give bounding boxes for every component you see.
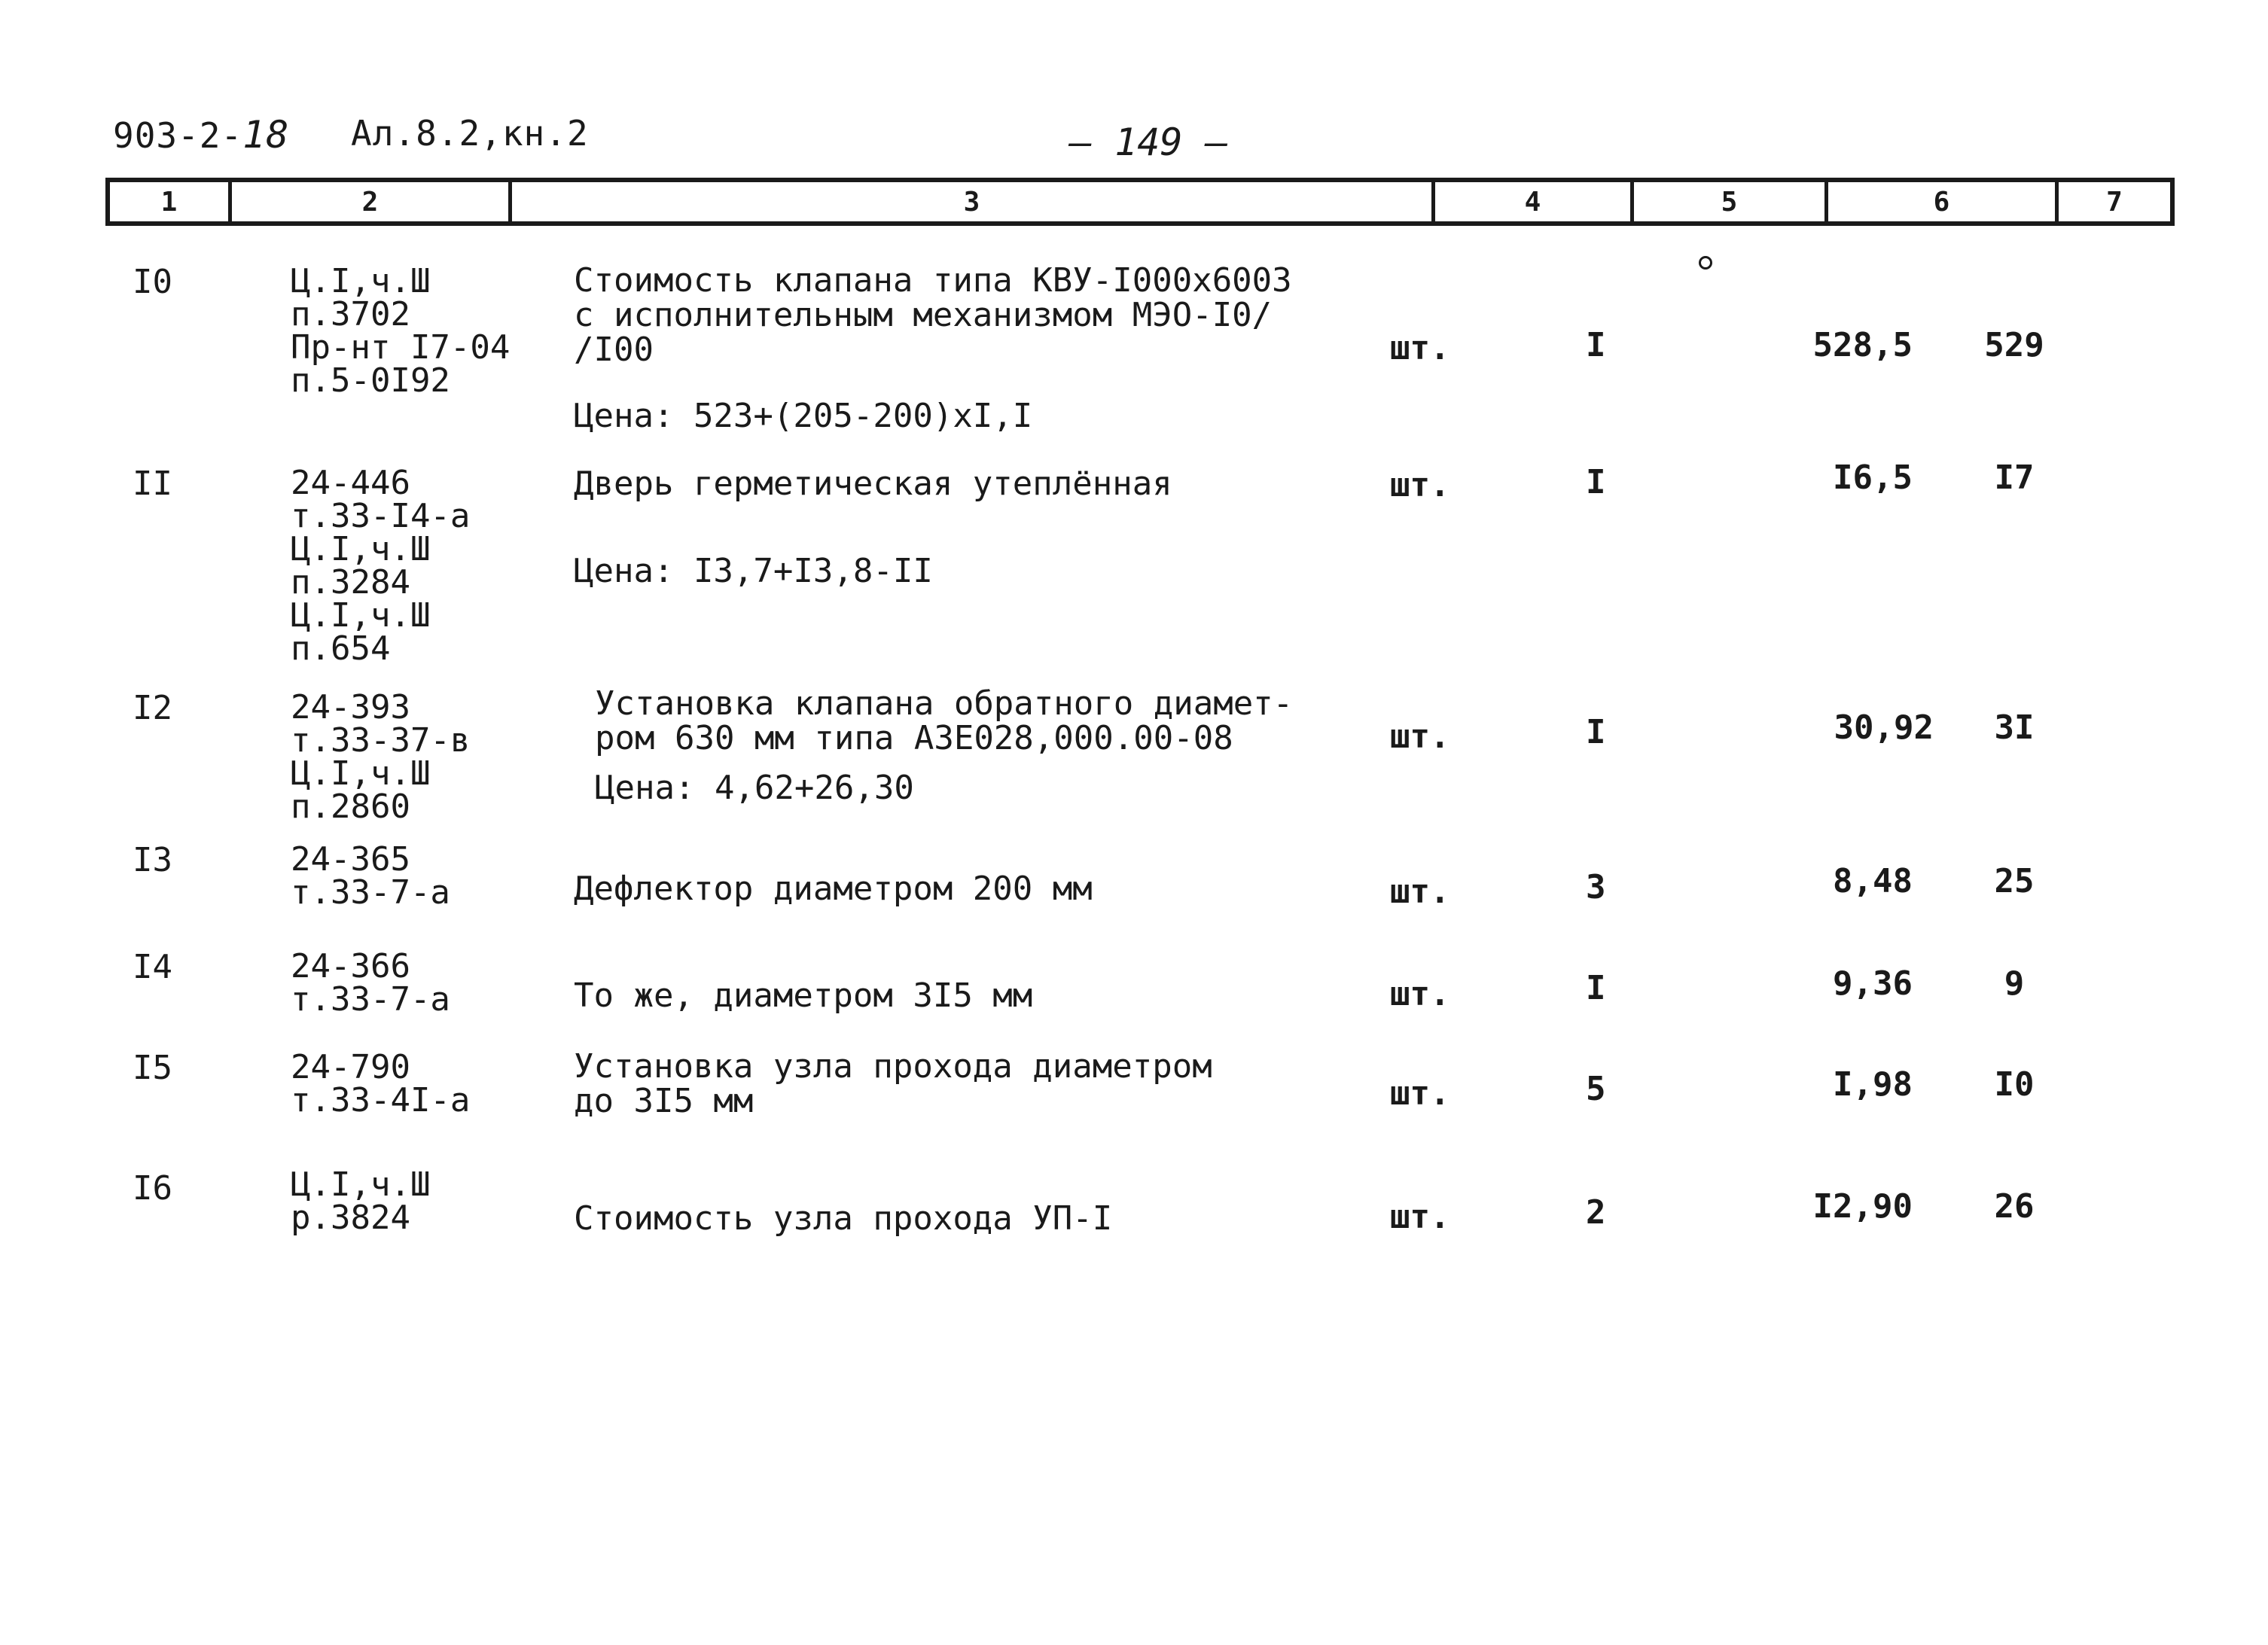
row-quantity: I [1586, 969, 1606, 1007]
col-header-2: 2 [232, 182, 512, 221]
row-number: I4 [133, 948, 172, 986]
row-unit: шт. [1390, 717, 1450, 756]
row-description: Установка узла прохода диаметром до 3I5 мм [574, 1047, 1212, 1120]
row-unit: шт. [1390, 975, 1450, 1013]
row-references: 24-366 т.33-7-а [291, 947, 450, 1019]
row-description: Стоимость клапана типа КВУ-I000х6003 с исполнительным механизмом МЭО-I0/ /I00 [574, 261, 1292, 369]
row-description: Установка клапана обратного диамет- ром 630 мм типа АЗЕ028,000.00-08 [595, 684, 1294, 757]
row-unit-price: I2,90 [1812, 1187, 1913, 1226]
row-total: 25 [1994, 862, 2035, 900]
row-references: Ц.I,ч.Ш р.3824 [291, 1165, 431, 1237]
row-quantity: 2 [1586, 1193, 1606, 1232]
col-header-3: 3 [512, 182, 1435, 221]
row-unit-price: 528,5 [1812, 326, 1913, 364]
row-price-formula: Цена: I3,7+I3,8-II [574, 552, 933, 590]
row-unit: шт. [1390, 1074, 1450, 1113]
row-references: 24-365 т.33-7-а [291, 840, 450, 912]
row-price-formula: Цена: 4,62+26,30 [595, 769, 914, 807]
row-description: Стоимость узла прохода УП-I [574, 1199, 1113, 1238]
row-quantity: 5 [1586, 1070, 1606, 1108]
row-unit-price: I,98 [1833, 1065, 1913, 1104]
row-description: Дефлектор диаметром 200 мм [574, 870, 1093, 908]
row-total: 9 [2004, 964, 2025, 1003]
row-unit: шт. [1390, 466, 1450, 504]
row-total: 26 [1994, 1187, 2035, 1226]
row-total: I0 [1994, 1065, 2035, 1104]
ink-dot [1699, 256, 1712, 270]
row-quantity: I [1586, 463, 1606, 501]
row-references: Ц.I,ч.Ш п.3702 Пр-нт I7-04 п.5-0I92 [291, 262, 511, 400]
row-references: 24-446 т.33-I4-а Ц.I,ч.Ш п.3284 Ц.I,ч.Ш п.654 [291, 464, 471, 668]
row-number: I2 [133, 689, 172, 727]
row-number: I5 [133, 1049, 172, 1087]
row-unit-price: 8,48 [1833, 862, 1913, 900]
album-reference: Ал.8.2,кн.2 [351, 113, 589, 154]
row-description: То же, диаметром 3I5 мм [574, 976, 1033, 1015]
row-unit-price: 30,92 [1834, 708, 1934, 747]
row-unit: шт. [1390, 873, 1450, 911]
row-unit-price: 9,36 [1833, 964, 1913, 1003]
row-description: Дверь герметическая утеплённая [574, 465, 1172, 503]
row-total: I7 [1994, 458, 2035, 497]
doc-code [113, 113, 289, 157]
row-number: II [133, 465, 172, 503]
col-header-5: 5 [1634, 182, 1828, 221]
row-quantity: I [1586, 326, 1606, 364]
row-price-formula: Цена: 523+(205-200)хI,I [574, 397, 1033, 435]
col-header-7: 7 [2106, 186, 2123, 218]
row-references: 24-393 т.33-37-в Ц.I,ч.Ш п.2860 [291, 688, 471, 826]
row-quantity: I [1586, 713, 1606, 751]
doc-code-text: 903-2- [113, 115, 243, 156]
page-number: — 149 — [1069, 120, 1228, 164]
row-references: 24-790 т.33-4I-а [291, 1048, 471, 1120]
row-quantity: 3 [1586, 868, 1606, 906]
row-unit: шт. [1390, 1198, 1450, 1236]
row-total: 3I [1994, 708, 2035, 747]
col-header-4: 4 [1435, 182, 1634, 221]
col-header-6: 6 [1828, 182, 2059, 221]
column-number-bar [105, 178, 2175, 226]
row-total: 529 [1984, 326, 2044, 364]
col-header-1: 1 [110, 182, 232, 221]
row-number: I6 [133, 1169, 172, 1208]
row-unit: шт. [1390, 329, 1450, 367]
row-number: I3 [133, 841, 172, 879]
row-unit-price: I6,5 [1833, 458, 1913, 497]
doc-code-handwritten: 18 [242, 113, 290, 157]
row-number: I0 [133, 263, 172, 301]
